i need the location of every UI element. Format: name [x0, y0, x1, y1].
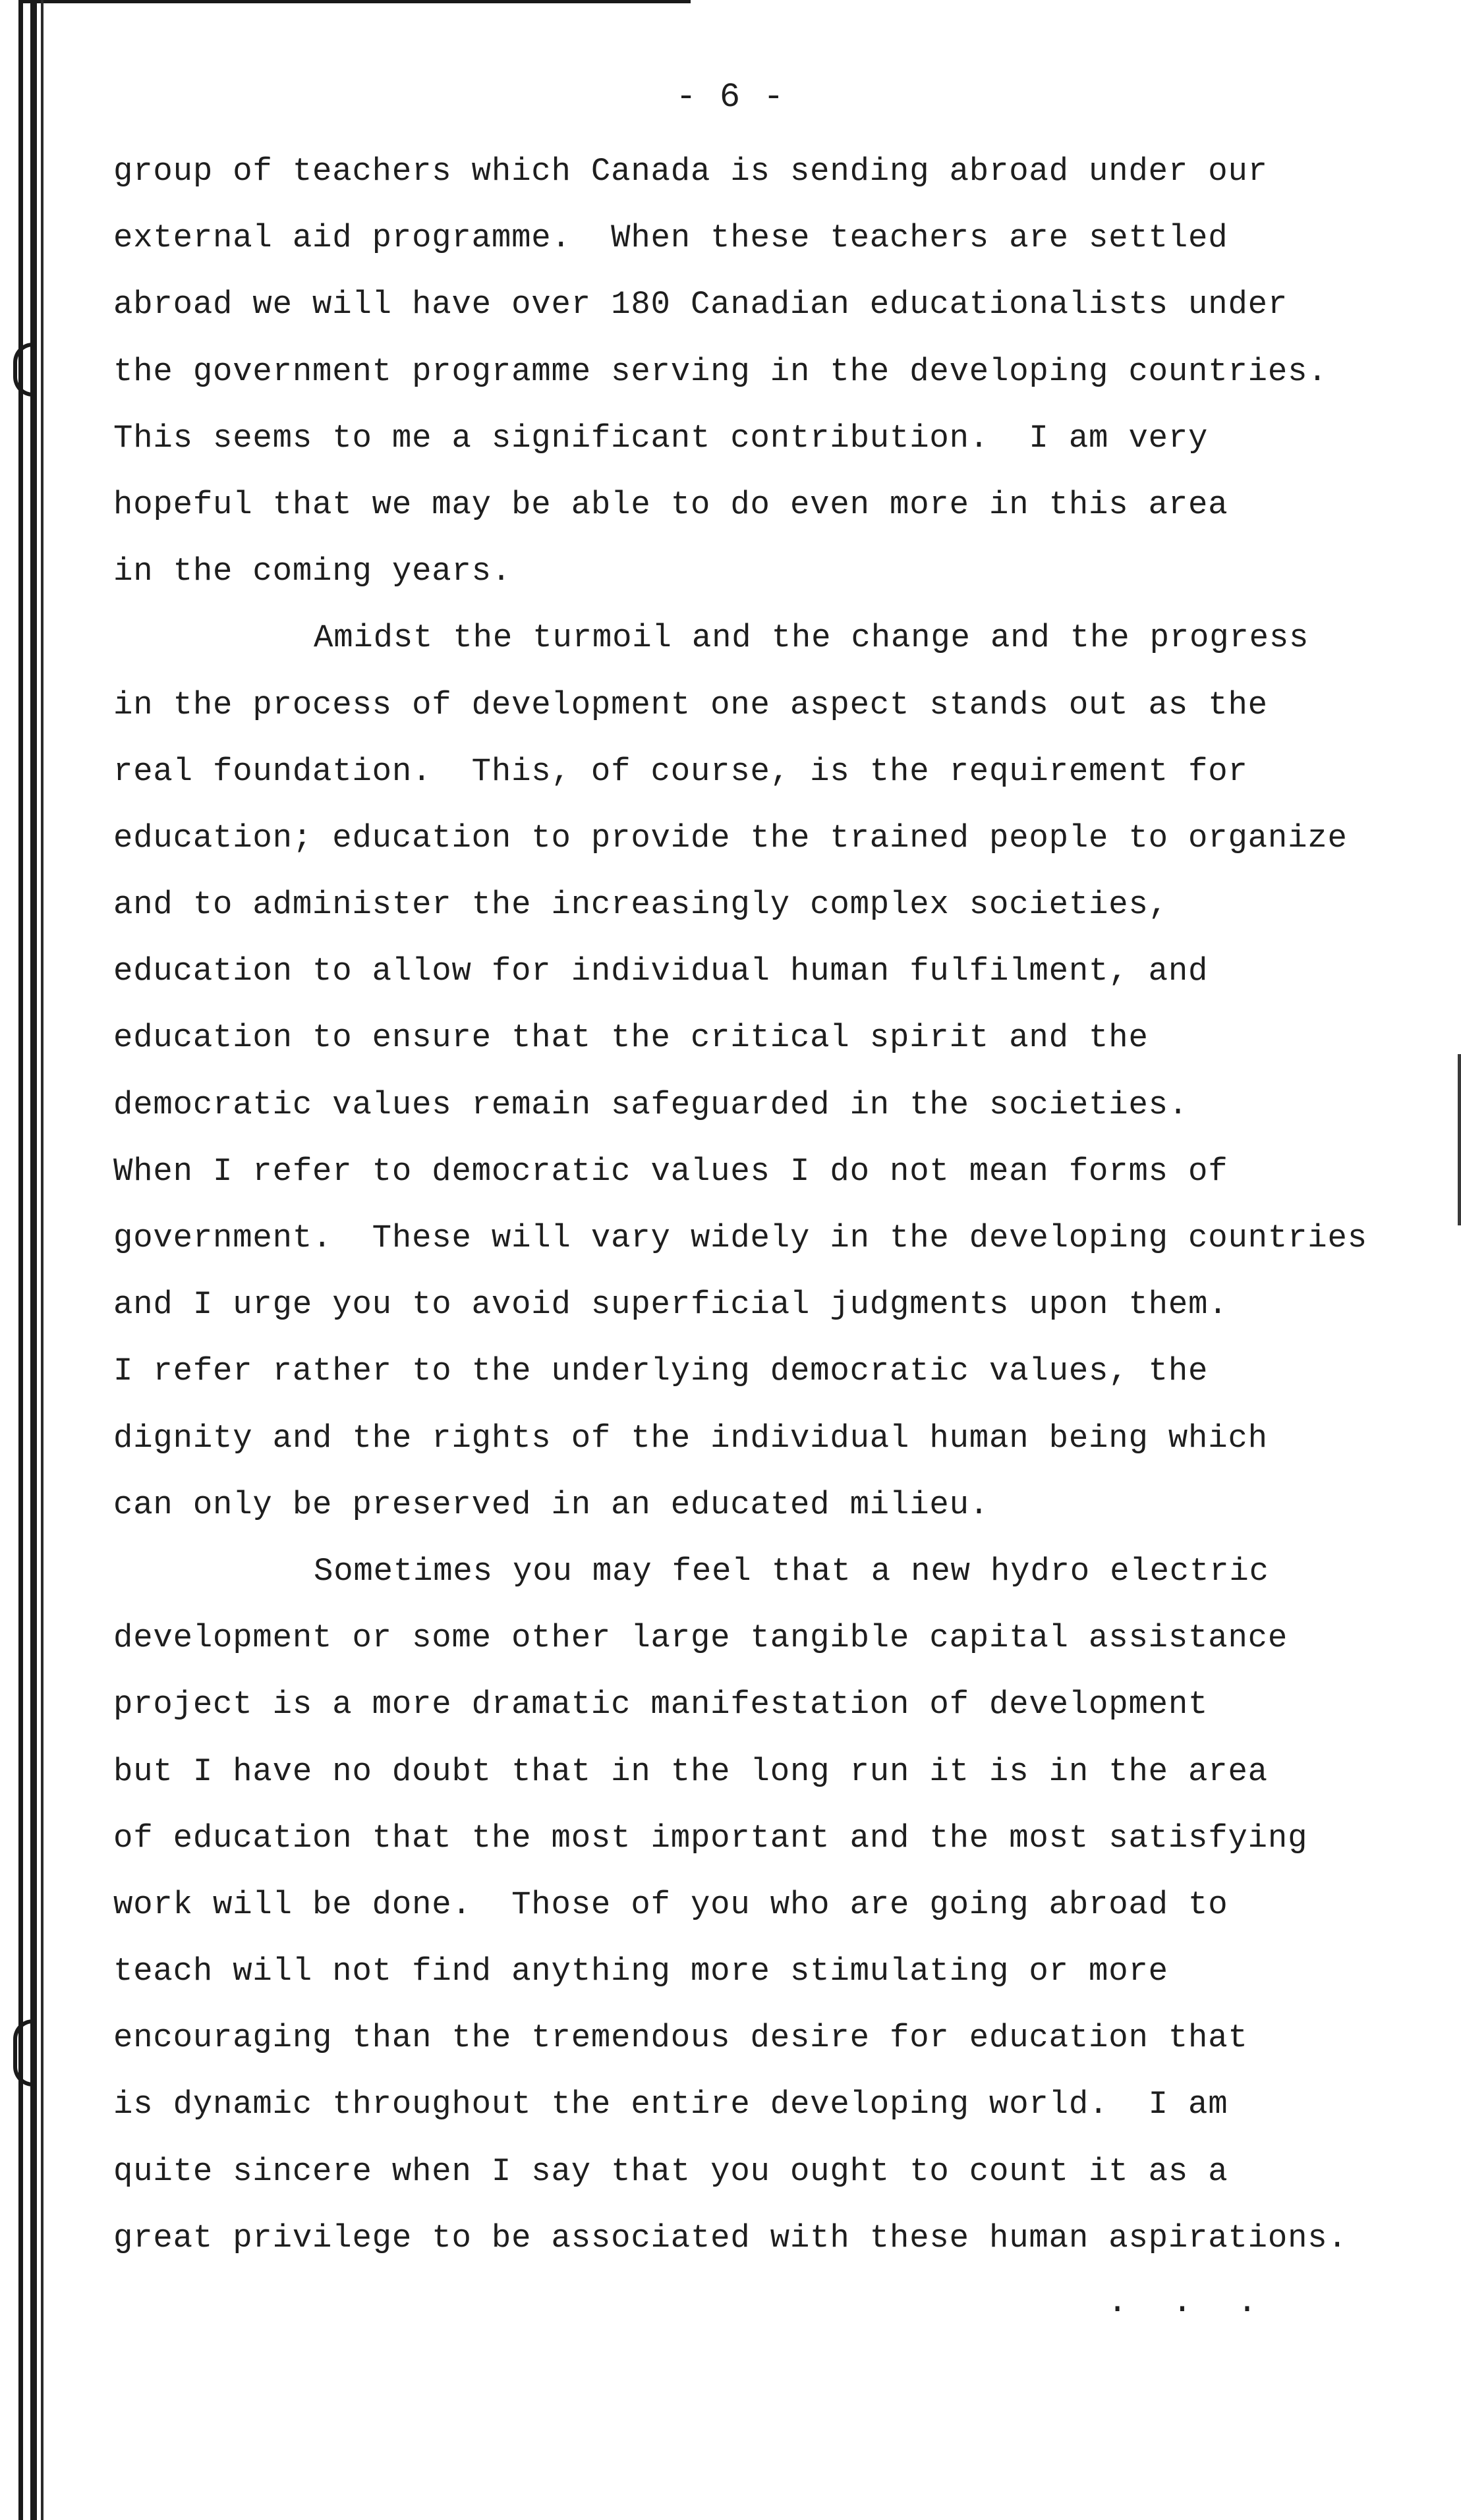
text-line: government. These will vary widely in the developing countries	[113, 1219, 1367, 1256]
scan-right-edge	[1458, 1054, 1461, 1225]
text-line: the government programme serving in the developing countries.	[113, 352, 1328, 390]
text-line: quite sincere when I say that you ought to count it as a	[113, 2152, 1228, 2190]
binding-clip-icon	[13, 2019, 37, 2086]
text-line: development or some other large tangible capital assistance	[113, 1619, 1288, 1657]
text-line: education to allow for individual human fulfilment, and	[113, 953, 1209, 990]
text-line: real foundation. This, of course, is the requirement for	[113, 752, 1248, 790]
text-line: external aid programme. When these teachers are settled	[113, 219, 1228, 257]
text-line: abroad we will have over 180 Canadian educationalists under	[113, 286, 1288, 323]
paragraph	[113, 138, 1405, 605]
text-line: work will be done. Those of you who are going abroad to	[113, 1886, 1228, 1923]
text-line: hopeful that we may be able to do even more in this area	[113, 486, 1228, 523]
paragraph	[113, 605, 1405, 1538]
text-line: When I refer to democratic values I do not mean forms of	[113, 1152, 1228, 1190]
text-line: I refer rather to the underlying democratic values, the	[113, 1353, 1209, 1390]
paragraph	[113, 1538, 1405, 2272]
text-line: of education that the most important and the most satisfying	[113, 1819, 1308, 1857]
text-line: great privilege to be associated with these human aspirations.	[113, 2219, 1348, 2256]
text-line: education; education to provide the trained people to organize	[113, 819, 1348, 856]
text-line: project is a more dramatic manifestation of development	[113, 1686, 1209, 1723]
text-line: is dynamic throughout the entire developing world. I am	[113, 2086, 1228, 2123]
text-line: dignity and the rights of the individual human being which	[113, 1419, 1268, 1457]
text-line: democratic values remain safeguarded in the societies.	[113, 1086, 1189, 1123]
text-line: in the coming years.	[113, 553, 512, 590]
binding-clip-icon	[13, 343, 37, 397]
text-line: Amidst the turmoil and the change and the progress	[314, 619, 1309, 657]
page-number: - 6 -	[675, 78, 786, 117]
continuation-mark: . . .	[1107, 2283, 1270, 2322]
text-line: education to ensure that the critical spirit and the	[113, 1019, 1149, 1057]
scan-top-rule	[18, 0, 691, 3]
text-line: teach will not find anything more stimulating or more	[113, 1953, 1168, 1990]
text-line: and to administer the increasingly complex societies,	[113, 886, 1168, 924]
text-line: but I have no doubt that in the long run it is in the area	[113, 1752, 1268, 1790]
text-line: This seems to me a significant contribution. I am very	[113, 419, 1209, 457]
text-line: Sometimes you may feel that a new hydro electric	[314, 1552, 1269, 1590]
text-line: can only be preserved in an educated milieu.	[113, 1486, 990, 1523]
text-line: in the process of development one aspect stands out as the	[113, 686, 1268, 723]
text-line: encouraging than the tremendous desire for education that	[113, 2019, 1248, 2057]
document-body	[113, 138, 1405, 2272]
binding-edge	[41, 0, 43, 2520]
text-line: group of teachers which Canada is sending abroad under our	[113, 153, 1268, 190]
text-line: and I urge you to avoid superficial judgments upon them.	[113, 1286, 1228, 1324]
